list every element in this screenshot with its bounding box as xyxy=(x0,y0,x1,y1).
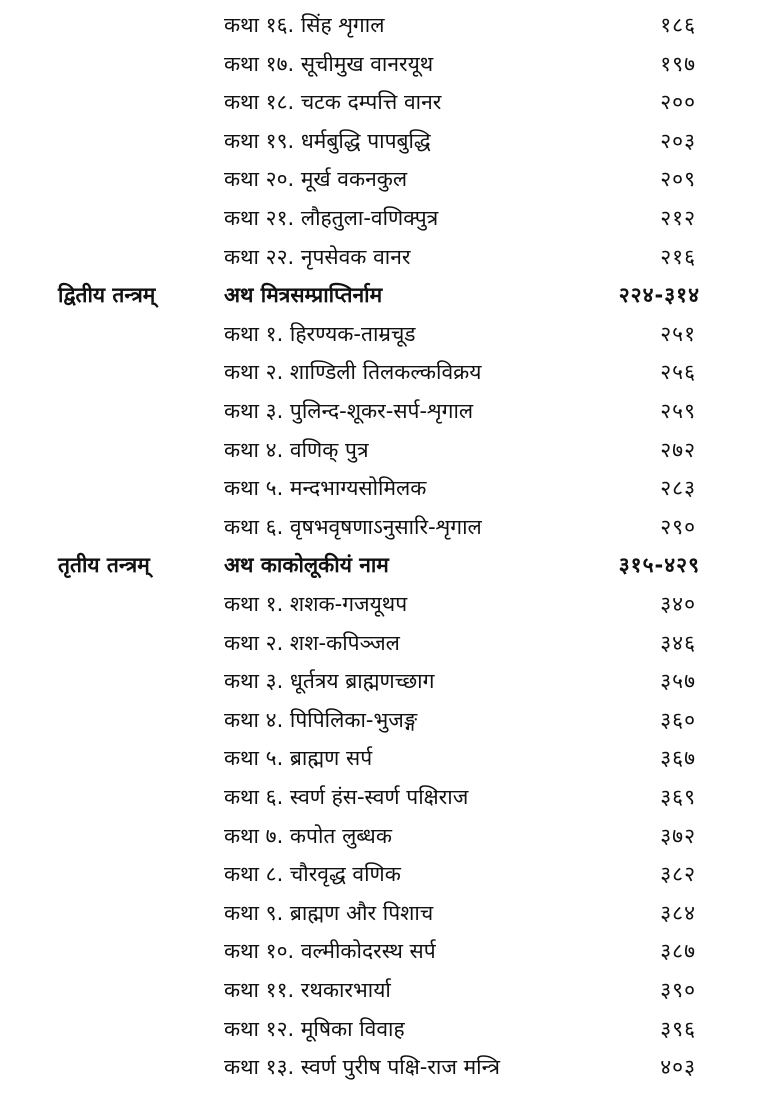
page-number: ३८२ xyxy=(660,862,696,887)
story-row xyxy=(0,700,780,740)
story-row xyxy=(0,970,780,1010)
page-number: २५१ xyxy=(660,321,696,346)
page-number: ३८७ xyxy=(660,939,696,964)
page-number: १८६ xyxy=(660,13,696,37)
story-row xyxy=(0,121,780,161)
story-row xyxy=(0,44,780,84)
story-row xyxy=(0,661,780,701)
story-row xyxy=(0,198,780,238)
story-label: कथा १३. स्वर्ण पुरीष पक्षि-राज मन्त्रि xyxy=(224,1055,501,1080)
story-label: कथा १७. सूचीमुख वानरयूथ xyxy=(224,51,434,76)
page-number: ३८४ xyxy=(660,900,696,925)
story-label: कथा ४. वणिक् पुत्र xyxy=(224,437,369,462)
story-row xyxy=(0,1009,780,1049)
section-row xyxy=(0,275,780,315)
story-row xyxy=(0,931,780,971)
story-label: कथा १२. मूषिका विवाह xyxy=(224,1016,405,1041)
page-number: ३९६ xyxy=(660,1016,696,1041)
story-label: कथा २२. नृपसेवक वानर xyxy=(224,244,411,269)
story-label: कथा २. शश-कपिञ्जल xyxy=(224,630,400,655)
story-label: कथा १. हिरण्यक-ताम्रचूड xyxy=(224,321,416,346)
page-number: २९० xyxy=(660,514,696,539)
story-label: कथा १९. धर्मबुद्धि पापबुद्धि xyxy=(224,128,431,153)
section-name: द्वितीय तन्त्रम् xyxy=(58,283,156,308)
section-page-range: ३१५-४२९ xyxy=(618,553,700,578)
page-number: २०३ xyxy=(660,128,696,153)
story-label: कथा ५. ब्राह्मण सर्प xyxy=(224,746,373,771)
section-name: तृतीय तन्त्रम् xyxy=(58,553,150,578)
section-title: अथ काकोलूकीयं नाम xyxy=(224,553,389,578)
story-row xyxy=(0,816,780,856)
story-row xyxy=(0,430,780,470)
page-number: ३६० xyxy=(660,707,696,732)
story-label: कथा १. शशक-गजयूथप xyxy=(224,592,408,616)
story-label: कथा १०. वल्मीकोदरस्थ सर्प xyxy=(224,939,436,964)
page-number: ३४० xyxy=(660,592,696,616)
story-row xyxy=(0,507,780,547)
story-label: कथा ३. पुलिन्द-शूकर-सर्प-शृगाल xyxy=(224,399,474,423)
story-row xyxy=(0,623,780,663)
page-number: ३७२ xyxy=(660,823,696,848)
page-number: २७२ xyxy=(660,437,696,462)
page-number: २५९ xyxy=(660,399,696,423)
story-row xyxy=(0,584,780,624)
story-label: कथा १८. चटक दम्पत्ति वानर xyxy=(224,90,442,115)
page-number: ३५७ xyxy=(660,669,696,694)
story-label: कथा ९. ब्राह्मण और पिशाच xyxy=(224,900,434,925)
page-number: २०० xyxy=(660,90,696,115)
story-row xyxy=(0,5,780,45)
page-number: ३६७ xyxy=(660,746,696,771)
page-number: २०९ xyxy=(660,167,696,192)
story-row xyxy=(0,468,780,508)
story-row xyxy=(0,777,780,817)
story-label: कथा ५. मन्दभाग्यसोमिलक xyxy=(224,476,427,501)
page-number: २५६ xyxy=(660,360,696,385)
section-title: अथ मित्रसम्प्राप्तिर्नाम xyxy=(224,283,383,308)
story-label: कथा ७. कपोत लुब्धक xyxy=(224,823,392,848)
page-number: २८३ xyxy=(660,476,696,501)
story-row xyxy=(0,352,780,392)
story-row xyxy=(0,159,780,199)
page-number: ३४६ xyxy=(660,630,696,655)
page-number: २१६ xyxy=(660,244,696,269)
story-row xyxy=(0,854,780,894)
story-label: कथा ११. रथकारभार्या xyxy=(224,978,391,1002)
story-label: कथा ४. पिपिलिका-भुजङ्ग xyxy=(224,707,418,732)
page-number: १९७ xyxy=(660,51,696,76)
story-label: कथा २०. मूर्ख वकनकुल xyxy=(224,167,408,192)
story-label: कथा १६. सिंह शृगाल xyxy=(224,13,385,37)
page-number: ४०३ xyxy=(660,1055,696,1080)
story-label: कथा २. शाण्डिली तिलकल्कविक्रय xyxy=(224,360,482,385)
page-number: ३९० xyxy=(660,978,696,1002)
story-label: कथा ६. वृषभवृषणाऽनुसारि-शृगाल xyxy=(224,514,482,539)
story-label: कथा ८. चौरवृद्ध वणिक xyxy=(224,862,401,887)
story-row xyxy=(0,82,780,122)
story-label: कथा ६. स्वर्ण हंस-स्वर्ण पक्षिराज xyxy=(224,785,469,809)
page-number: २१२ xyxy=(660,206,696,230)
section-row xyxy=(0,545,780,585)
story-label: कथा २१. लौहतुला-वणिक्पुत्र xyxy=(224,206,439,230)
story-row xyxy=(0,893,780,933)
story-row xyxy=(0,1047,780,1087)
section-page-range: २२४-३१४ xyxy=(618,283,700,308)
story-row xyxy=(0,738,780,778)
story-row xyxy=(0,314,780,354)
page-number: ३६९ xyxy=(660,785,696,809)
story-row xyxy=(0,237,780,277)
story-row xyxy=(0,391,780,431)
story-label: कथा ३. धूर्तत्रय ब्राह्मणच्छाग xyxy=(224,669,435,694)
